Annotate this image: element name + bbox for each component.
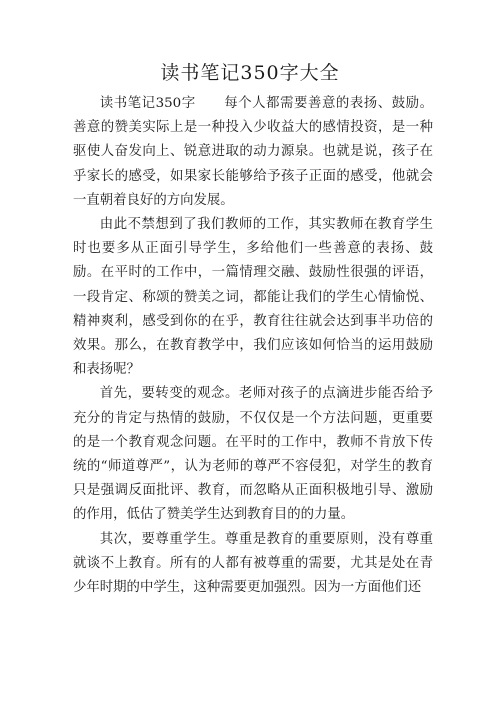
- paragraph-3: 首先，要转变的观念。老师对孩子的点滴进步能否给予充分的肯定与热情的鼓励，不仅仅是一个方法问题，更重要的是一个教育观念问题。在平时的工作中，教师不肯放下传统的“师道尊严”，认为老师的尊严不容侵犯，对学生的教育只是强调反面批评、教育，而忽略从正面积极地引导、激励的作用，低估了赞美学生达到教育目的的力量。: [73, 386, 433, 523]
- lead-label: 读书笔记350字: [99, 96, 196, 111]
- paragraph-4: 其次，要尊重学生。尊重是教育的重要原则，没有尊重就谈不上教育。所有的人都有被尊重的需要，尤其是处在青少年时期的中学生，这种需要更加强烈。因为一方面他们还: [73, 531, 433, 596]
- paragraph-1: [73, 92, 433, 213]
- document-title: 读书笔记350字大全: [160, 62, 340, 84]
- paragraph-2: 由此不禁想到了我们教师的工作，其实教师在教育学生时也要多从正面引导学生，多给他们一些善意的表扬、鼓励。在平时的工作中，一篇情理交融、鼓励性很强的评语，一段肯定、称颂的赞美之词，都能让我们的学生心情愉悦、精神爽利，感受到你的在乎，教育往往就会达到事半功倍的效果。那么，在教育教学中，我们应该如何恰当的运用鼓励和表扬呢？: [73, 217, 433, 378]
- document-body: [73, 92, 433, 600]
- paragraph-1-text: 每个人都需要善意的表扬、鼓励。善意的赞美实际上是一种投入少收益大的感情投资，是一种驱使人奋发向上、锐意进取的动力源泉。也就是说，孩子在乎家长的感受，如果家长能够给予孩子正面的感受，他就会一直朝着良好的方向发展。: [73, 96, 434, 208]
